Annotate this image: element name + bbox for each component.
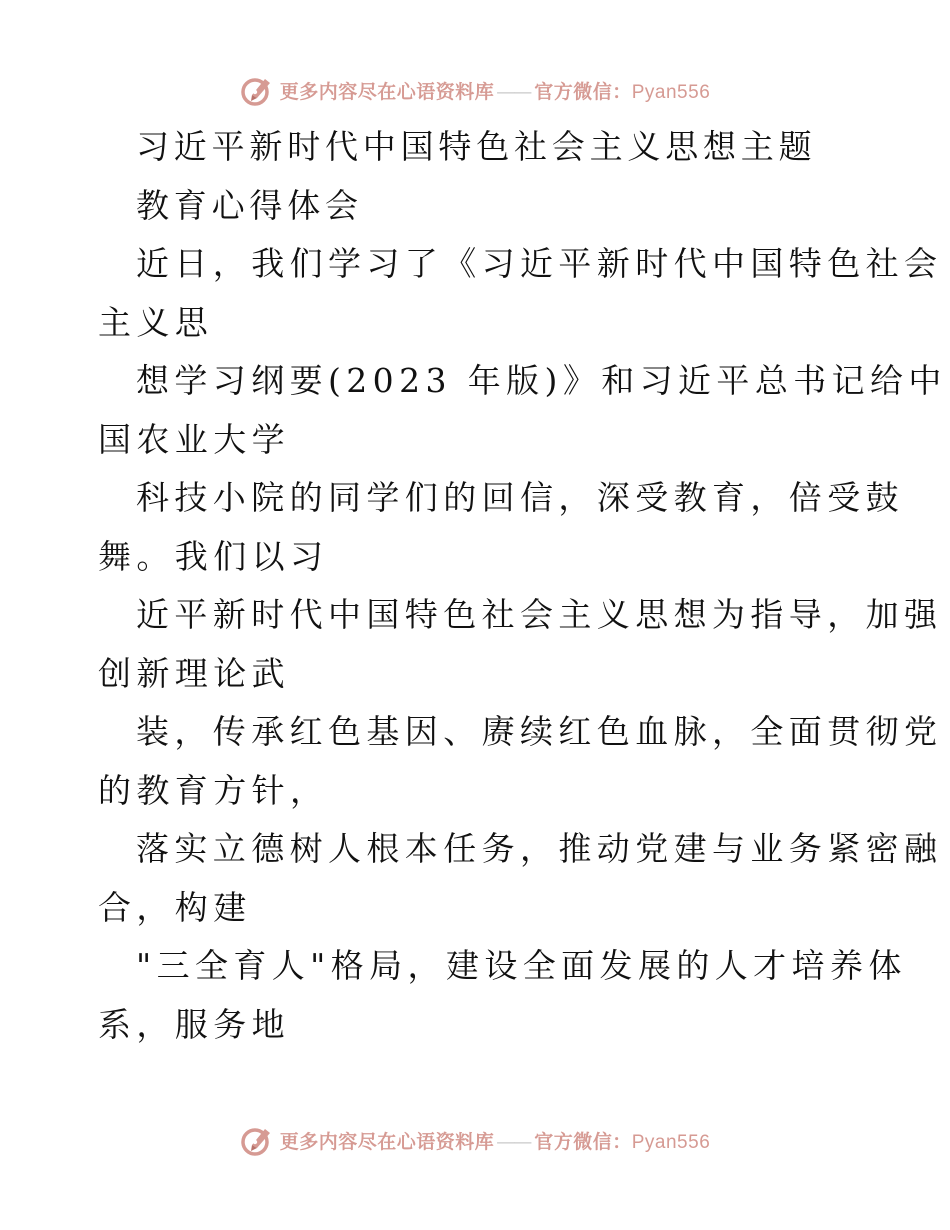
watermark-wechat-id: Pyan556 <box>631 1131 711 1153</box>
watermark-wechat-label: 官方微信： <box>534 80 632 103</box>
document-title-line-1: 习近平新时代中国特色社会主义思想主题 <box>136 127 817 166</box>
watermark-text <box>280 1127 711 1154</box>
document-body <box>98 118 947 1054</box>
watermark-wechat-id: Pyan556 <box>631 81 711 103</box>
paragraph-line: 合，构建 <box>98 887 252 927</box>
footer-watermark <box>0 1120 950 1160</box>
watermark-dash: —— <box>496 80 531 103</box>
watermark-site-name: 更多内容尽在心语资料库 <box>279 80 495 103</box>
document-title-line-2: 教育心得体会 <box>136 185 363 225</box>
paragraph-line: 想学习纲要(2023 年版)》和习近平总书记给中 <box>136 361 947 400</box>
pen-nib-circle-icon <box>240 1123 274 1157</box>
watermark-dash: —— <box>496 1130 531 1153</box>
paragraph-line: 系，服务地 <box>98 1004 290 1044</box>
paragraph-line: 的教育方针， <box>98 770 329 810</box>
paragraph-line: 科技小院的同学们的回信，深受教育，倍受鼓 <box>136 478 904 517</box>
paragraph-line: 舞。我们以习 <box>98 536 329 576</box>
paragraph-line: "三全育人"格局，建设全面发展的人才培养体 <box>136 946 907 985</box>
paragraph-line: 国农业大学 <box>98 419 290 459</box>
paragraph-line: 主义思 <box>98 302 214 342</box>
paragraph-line: 近平新时代中国特色社会主义思想为指导，加强 <box>136 595 943 634</box>
paragraph-line: 近日，我们学习了《习近平新时代中国特色社会 <box>136 244 943 283</box>
paragraph-line: 落实立德树人根本任务，推动党建与业务紧密融 <box>136 829 943 868</box>
paragraph-line: 创新理论武 <box>98 653 290 693</box>
watermark-site-name: 更多内容尽在心语资料库 <box>279 1130 495 1153</box>
watermark-wechat-label: 官方微信： <box>534 1130 632 1153</box>
header-watermark <box>0 70 950 110</box>
pen-nib-circle-icon <box>240 73 274 107</box>
paragraph-line: 装，传承红色基因、赓续红色血脉，全面贯彻党 <box>136 712 943 751</box>
watermark-text <box>280 77 711 104</box>
